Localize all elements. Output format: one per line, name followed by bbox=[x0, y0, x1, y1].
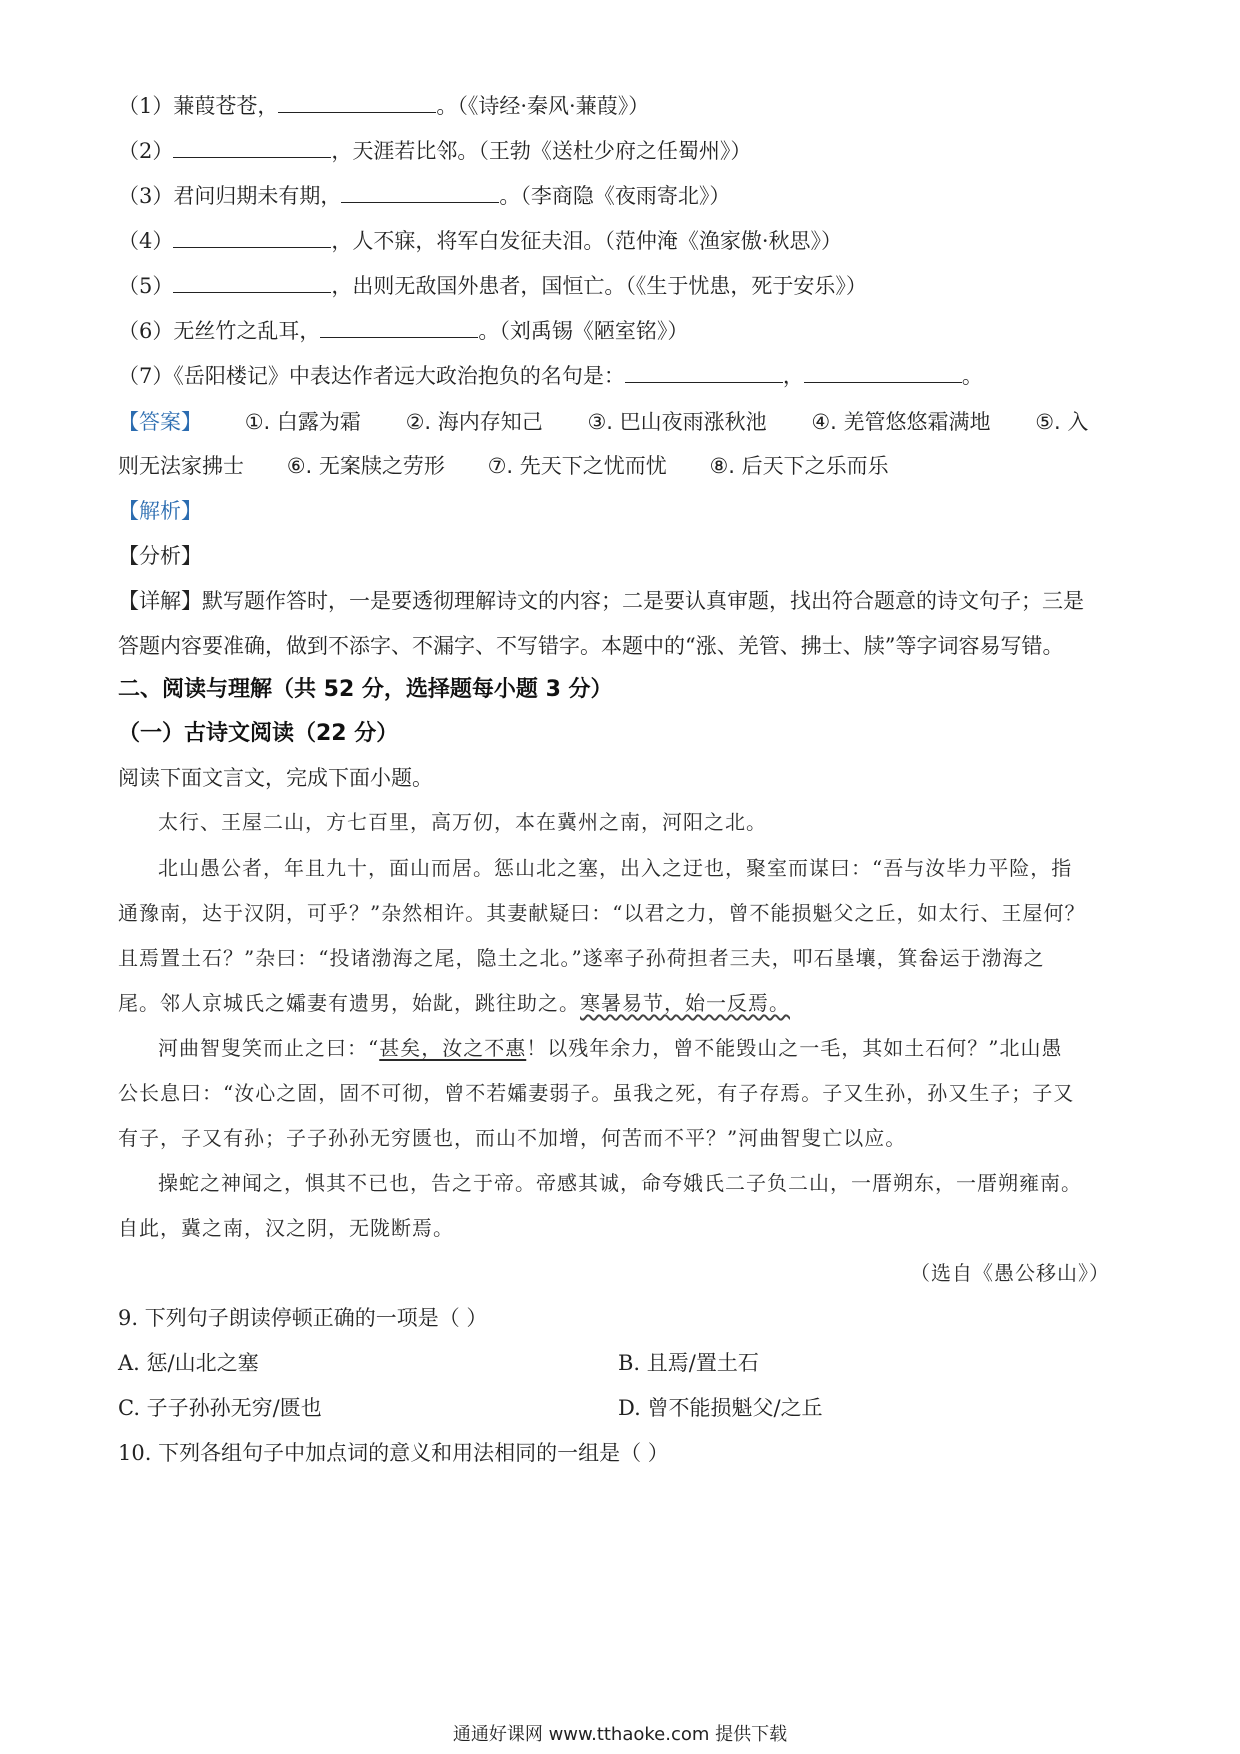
question-3-suffix: 。（李商隐《夜雨寄北》） bbox=[499, 184, 731, 208]
question-1-prefix: （1）蒹葭苍苍， bbox=[118, 94, 279, 118]
answer-blank[interactable] bbox=[173, 227, 331, 248]
answer-item: ⑤. 入 bbox=[1035, 410, 1089, 434]
answer-blank[interactable] bbox=[173, 137, 331, 158]
detail-line-1: 【详解】默写题作答时，一是要透彻理解诗文的内容；二是要认真审题，找出符合题意的诗文句子；三是 bbox=[118, 589, 1084, 613]
passage-source: （选自《愚公移山》） bbox=[910, 1261, 1110, 1285]
question-10-stem: 10. 下列各组句子中加点词的意义和用法相同的一组是（ ） bbox=[118, 1441, 669, 1465]
question-5-suffix: ，出则无敌国外患者，国恒亡。（《生于忧患，死于安乐》） bbox=[331, 274, 867, 298]
answer-line-2 bbox=[118, 452, 889, 480]
passage-p4b: 自此，冀之南，汉之阴，无陇断焉。 bbox=[118, 1216, 454, 1240]
question-9-stem: 9. 下列句子朗读停顿正确的一项是（ ） bbox=[118, 1306, 488, 1330]
question-2-prefix: （2） bbox=[118, 139, 174, 163]
page-footer: 通通好课网 www.tthaoke.com 提供下载 bbox=[452, 1724, 788, 1745]
answer-item: ④. 羌管悠悠霜满地 bbox=[811, 410, 991, 434]
passage-p2a: 北山愚公者，年且九十，面山而居。惩山北之塞，出入之迂也，聚室而谋曰：“吾与汝毕力平险，指 bbox=[158, 856, 1073, 880]
q9-option-a[interactable]: A. 惩/山北之塞 bbox=[118, 1351, 259, 1375]
answer-item: 则无法家拂士 bbox=[118, 454, 244, 478]
question-6-prefix: （6）无丝竹之乱耳， bbox=[118, 319, 321, 343]
answer-tag: 【答案】 bbox=[118, 410, 202, 434]
detail-line-2: 答题内容要准确，做到不添字、不漏字、不写错字。本题中的“涨、羌管、拂士、牍”等字词容易写错。 bbox=[118, 634, 1064, 658]
fenxi-tag: 【分析】 bbox=[118, 544, 202, 568]
wavy-underlined-sentence: 寒暑易节，始一反焉。 bbox=[580, 991, 790, 1015]
q9-option-b[interactable]: B. 且焉/置土石 bbox=[618, 1351, 759, 1375]
answer-item: ⑧. 后天下之乐而乐 bbox=[709, 454, 889, 478]
analysis-tag: 【解析】 bbox=[118, 499, 202, 523]
answer-blank[interactable] bbox=[341, 182, 499, 203]
question-5-prefix: （5） bbox=[118, 274, 174, 298]
answer-blank[interactable] bbox=[625, 362, 783, 383]
passage-p3c: 有子，子又有孙；子子孙孙无穷匮也，而山不加增，何苦而不平？”河曲智叟亡以应。 bbox=[118, 1126, 907, 1150]
answer-blank[interactable] bbox=[278, 92, 436, 113]
section-2-subtitle: （一）古诗文阅读（22 分） bbox=[118, 721, 399, 746]
answer-line-1 bbox=[118, 408, 1088, 436]
question-7-comma: ， bbox=[782, 364, 804, 388]
section-2-title: 二、阅读与理解（共 52 分，选择题每小题 3 分） bbox=[118, 677, 613, 702]
answer-item: ⑥. 无案牍之劳形 bbox=[286, 454, 445, 478]
instruction: 阅读下面文言文，完成下面小题。 bbox=[118, 766, 433, 790]
question-7 bbox=[118, 362, 983, 390]
answer-blank[interactable] bbox=[173, 272, 331, 293]
passage-text: 尾。邻人京城氏之孀妻有遗男，始龀，跳往助之。 bbox=[118, 991, 580, 1015]
passage-p3b: 公长息曰：“汝心之固，固不可彻，曾不若孀妻弱子。虽我之死，有子存焉。子又生孙，孙又生子；子又 bbox=[118, 1081, 1075, 1105]
answer-blank[interactable] bbox=[320, 317, 478, 338]
passage-text: 河曲智叟笑而止之曰：“ bbox=[158, 1036, 380, 1060]
answer-item: ②. 海内存知己 bbox=[405, 410, 543, 434]
answer-item: ③. 巴山夜雨涨秋池 bbox=[587, 410, 767, 434]
question-7-suffix: 。 bbox=[961, 364, 983, 388]
passage-p2d bbox=[118, 989, 790, 1017]
answer-blank[interactable] bbox=[804, 362, 962, 383]
question-1 bbox=[118, 92, 649, 120]
question-5 bbox=[118, 272, 867, 300]
question-2-suffix: ，天涯若比邻。（王勃《送杜少府之任蜀州》） bbox=[331, 139, 752, 163]
passage-text: ！以残年余力，曾不能毁山之一毛，其如土石何？”北山愚 bbox=[526, 1036, 1063, 1060]
question-4 bbox=[118, 227, 842, 255]
passage-p2b: 通豫南，达于汉阴，可乎？”杂然相许。其妻献疑曰：“以君之力，曾不能损魁父之丘，如太行、王屋何？ bbox=[118, 901, 1086, 925]
question-4-suffix: ，人不寐，将军白发征夫泪。（范仲淹《渔家傲·秋思》） bbox=[331, 229, 843, 253]
question-3 bbox=[118, 182, 730, 210]
passage-p2c: 且焉置土石？”杂曰：“投诸渤海之尾，隐土之北。”遂率子孙荷担者三夫，叩石垦壤，箕畚运于渤海之 bbox=[118, 946, 1045, 970]
question-1-suffix: 。（《诗经·秦风·蒹葭》） bbox=[436, 94, 650, 118]
question-6-suffix: 。（刘禹锡《陋室铭》） bbox=[478, 319, 689, 343]
question-6 bbox=[118, 317, 688, 345]
passage-p4a: 操蛇之神闻之，惧其不已也，告之于帝。帝感其诚，命夸娥氏二子负二山，一厝朔东，一厝朔雍南。 bbox=[158, 1171, 1082, 1195]
answer-item: ①. 白露为霜 bbox=[244, 410, 361, 434]
passage-p3a bbox=[158, 1034, 1062, 1062]
question-7-prefix: （7）《岳阳楼记》中表达作者远大政治抱负的名句是： bbox=[118, 364, 625, 388]
q9-option-c[interactable]: C. 子子孙孙无穷/匮也 bbox=[118, 1396, 322, 1420]
underlined-sentence: 甚矣，汝之不惠 bbox=[379, 1036, 527, 1060]
answer-item: ⑦. 先天下之忧而忧 bbox=[487, 454, 667, 478]
q9-option-d[interactable]: D. 曾不能损魁父/之丘 bbox=[618, 1396, 823, 1420]
question-3-prefix: （3）君问归期未有期， bbox=[118, 184, 342, 208]
passage-p1: 太行、王屋二山，方七百里，高万仞，本在冀州之南，河阳之北。 bbox=[158, 810, 767, 834]
question-4-prefix: （4） bbox=[118, 229, 174, 253]
question-2 bbox=[118, 137, 751, 165]
